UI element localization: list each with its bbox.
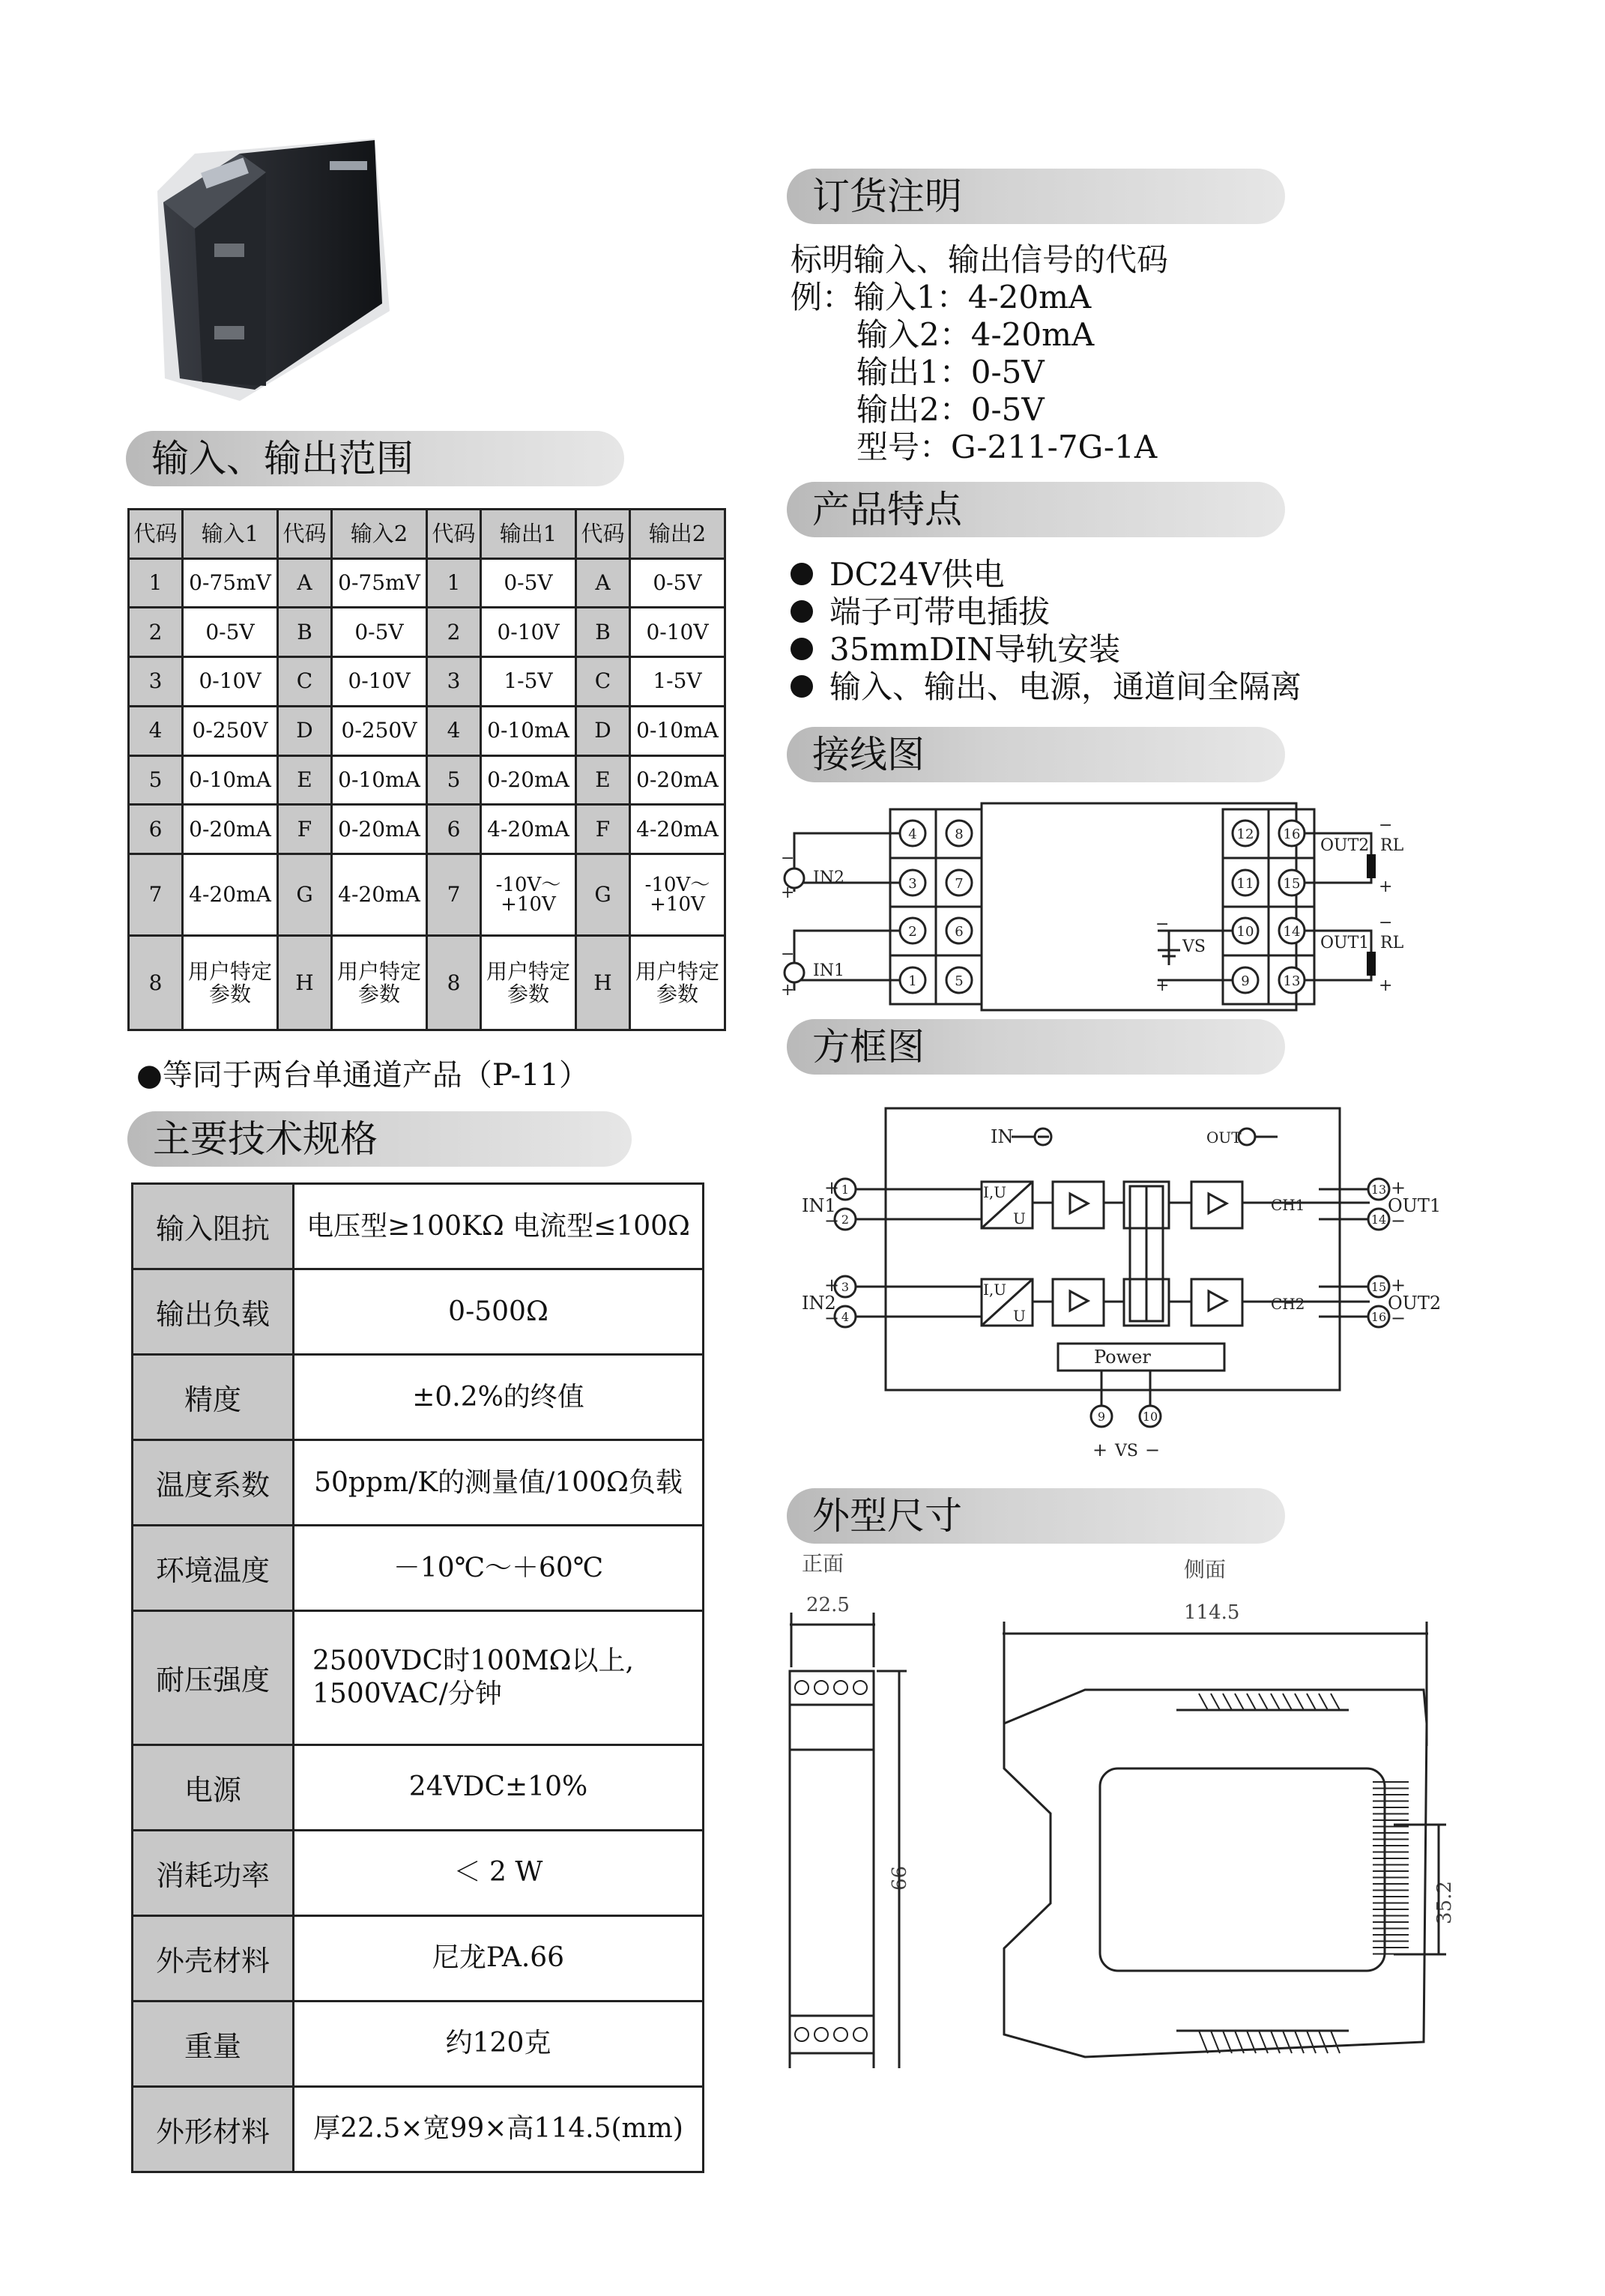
height-label: 99 [886, 1866, 909, 1891]
in2-minus: − [781, 849, 795, 868]
range-cell: 1-5V [481, 657, 576, 707]
code-cell: 7 [129, 854, 183, 936]
in1-label: IN1 [802, 1195, 836, 1216]
rl2-label: RL [1380, 836, 1404, 855]
terminal-number: 9 [1241, 973, 1250, 989]
code-cell: G [576, 854, 630, 936]
code-cell: F [576, 805, 630, 854]
range-cell: 用户特定参数 [332, 936, 427, 1030]
terminal-screw-icon [834, 2028, 847, 2041]
vent-slot [1319, 1694, 1328, 1710]
out1-minus: − [1379, 913, 1393, 932]
code-cell: 5 [427, 755, 481, 805]
spec-row [133, 1915, 704, 2001]
iu-label: I,U [983, 1183, 1007, 1201]
range-cell: 0-10V [332, 657, 427, 707]
ordering-line: 输入2：4-20mA [856, 316, 1095, 353]
pin-number: 1 [841, 1182, 850, 1197]
terminal-number: 8 [955, 827, 964, 842]
code-cell: 6 [427, 805, 481, 854]
terminal-screw-icon [814, 2028, 828, 2041]
pin-number: 14 [1370, 1212, 1387, 1227]
terminal-number: 14 [1283, 924, 1301, 940]
out1-plus: + [1391, 1177, 1406, 1198]
spec-value: －10℃～＋60℃ [294, 1526, 704, 1611]
range-cell: 0-10V [630, 608, 725, 657]
vent-slot [1211, 2031, 1220, 2053]
vent-slot [1319, 2031, 1328, 2053]
vent-slot [1259, 1694, 1268, 1710]
section-dimensions: 外型尺寸 [787, 1488, 1285, 1544]
u-label: U [1013, 1209, 1026, 1227]
pin-number: 2 [841, 1212, 850, 1227]
table-row [129, 936, 725, 1030]
in2-label: IN2 [813, 868, 844, 887]
section-features: 产品特点 [787, 482, 1285, 537]
code-cell: H [278, 936, 332, 1030]
spec-value: ±0.2%的终值 [294, 1355, 704, 1440]
section-block-diagram: 方框图 [787, 1019, 1285, 1075]
vs-plus: + [1092, 1439, 1108, 1460]
range-cell: 用户特定参数 [481, 936, 576, 1030]
vent-slot [1295, 1694, 1304, 1710]
spec-label: 环境温度 [133, 1526, 294, 1611]
terminal-number: 1 [908, 973, 917, 989]
range-cell: 0-20mA [183, 805, 278, 854]
feature-item: 35mmDIN导轨安装 [791, 631, 1120, 668]
spec-label: 输出负载 [133, 1269, 294, 1355]
spec-label: 输入阻抗 [133, 1184, 294, 1269]
spec-label: 温度系数 [133, 1440, 294, 1526]
spec-row [133, 1355, 704, 1440]
terminal-number: 15 [1283, 876, 1301, 892]
spec-value: 电压型≥100KΩ 电流型≤100Ω [294, 1184, 704, 1269]
range-cell: 4-20mA [630, 805, 725, 854]
vent-slot [1199, 2031, 1208, 2053]
range-cell: 0-5V [481, 558, 576, 608]
range-cell: 0-20mA [630, 755, 725, 805]
rl1-label: RL [1380, 934, 1404, 952]
out1-plus: + [1379, 976, 1393, 995]
dimension-drawing [779, 1544, 1469, 2068]
code-cell: 1 [427, 558, 481, 608]
spec-row [133, 1440, 704, 1526]
block-diagram [794, 1098, 1469, 1480]
code-cell: 4 [129, 706, 183, 755]
table-row [129, 657, 725, 707]
spec-value-line: 2500VDC时100MΩ以上, [312, 1645, 634, 1676]
section-ordering: 订货注明 [787, 169, 1285, 224]
code-cell: 3 [129, 657, 183, 707]
spec-value: 0-500Ω [294, 1269, 704, 1355]
pin-number: 16 [1370, 1310, 1387, 1324]
code-cell: 2 [129, 608, 183, 657]
code-cell: A [576, 558, 630, 608]
code-cell: F [278, 805, 332, 854]
vent-slot [1223, 1694, 1232, 1710]
code-cell: A [278, 558, 332, 608]
terminal-number: 13 [1283, 973, 1301, 989]
spec-value: 50ppm/K的测量值/100Ω负载 [294, 1440, 704, 1526]
equivalence-note: ●等同于两台单通道产品（P-11） [136, 1058, 590, 1093]
spec-label: 外壳材料 [133, 1915, 294, 2001]
pin-number: 4 [841, 1310, 850, 1324]
spec-label: 精度 [133, 1355, 294, 1440]
iu-label: I,U [983, 1281, 1007, 1299]
code-cell: H [576, 936, 630, 1030]
out2-minus: − [1379, 816, 1393, 835]
legend-in: IN [991, 1126, 1014, 1147]
section-wiring: 接线图 [787, 727, 1285, 782]
code-cell: C [278, 657, 332, 707]
code-cell: 8 [129, 936, 183, 1030]
terminal-number: 6 [955, 924, 964, 940]
spec-table [131, 1182, 704, 2173]
terminal-number: 4 [908, 827, 917, 842]
range-cell: 0-75mV [332, 558, 427, 608]
spec-row [133, 1830, 704, 1915]
range-cell: 0-250V [332, 706, 427, 755]
pin-number: 3 [841, 1280, 850, 1294]
code-cell: 5 [129, 755, 183, 805]
io-range-table [127, 508, 726, 1031]
vs-minus: − [1155, 915, 1170, 934]
range-cell: 0-20mA [481, 755, 576, 805]
spec-value: ＜ 2 W [294, 1830, 704, 1915]
terminal-screw-icon [853, 2028, 867, 2041]
header-cell: 代码 [129, 510, 183, 559]
spec-row [133, 1184, 704, 1269]
range-cell: 0-5V [630, 558, 725, 608]
terminal-screw-icon [834, 1681, 847, 1694]
table-row [129, 706, 725, 755]
product-photo [150, 131, 397, 408]
vent-slot [1283, 1694, 1292, 1710]
code-cell: B [278, 608, 332, 657]
header-cell: 输出1 [481, 510, 576, 559]
wiring-diagram [779, 794, 1439, 1019]
vent-slot [1199, 1694, 1208, 1710]
spec-label: 耐压强度 [133, 1611, 294, 1745]
terminal-screw-icon [814, 1681, 828, 1694]
legend-out: OUT [1206, 1129, 1242, 1147]
vs-label: VS [1182, 937, 1206, 956]
vent-slot [1283, 2031, 1292, 2053]
spec-label: 重量 [133, 2001, 294, 2086]
ordering-line: 标明输入、输出信号的代码 [791, 241, 1169, 278]
range-cell: 0-10V [183, 657, 278, 707]
code-cell: 4 [427, 706, 481, 755]
spec-label: 外形材料 [133, 2086, 294, 2172]
table-row [129, 805, 725, 854]
range-cell: 4-20mA [481, 805, 576, 854]
vent-slot [1247, 1694, 1256, 1710]
range-cell: 0-10V [481, 608, 576, 657]
terminal-number: 2 [908, 924, 917, 940]
terminal-number: 7 [955, 876, 964, 892]
range-cell: 0-10mA [481, 706, 576, 755]
vent-slot [1307, 2031, 1316, 2053]
in1-label: IN1 [813, 961, 844, 980]
in2-minus: − [824, 1308, 840, 1329]
out2-plus: + [1379, 877, 1393, 896]
table-row [129, 608, 725, 657]
terminal-number: 10 [1236, 924, 1254, 940]
code-cell: 6 [129, 805, 183, 854]
feature-item: DC24V供电 [791, 556, 1005, 593]
in2-plus: + [781, 883, 795, 902]
out2-minus: − [1391, 1308, 1406, 1329]
spec-label: 消耗功率 [133, 1830, 294, 1915]
vs-label: VS [1115, 1442, 1138, 1460]
in2-label: IN2 [802, 1293, 836, 1314]
code-cell: 8 [427, 936, 481, 1030]
header-cell: 代码 [278, 510, 332, 559]
u-label: U [1013, 1307, 1026, 1325]
range-cell: 4-20mA [332, 854, 427, 936]
in1-plus: + [781, 981, 795, 1000]
header-cell: 代码 [576, 510, 630, 559]
rail-label: 35.2 [1433, 1881, 1456, 1924]
pin-number: 10 [1142, 1410, 1158, 1424]
code-cell: 7 [427, 854, 481, 936]
code-cell: G [278, 854, 332, 936]
range-cell: 用户特定参数 [183, 936, 278, 1030]
pin-number: 9 [1097, 1410, 1106, 1424]
out2-label: OUT2 [1320, 836, 1370, 855]
vent-slot [1211, 1694, 1220, 1710]
code-cell: 1 [129, 558, 183, 608]
code-cell: 3 [427, 657, 481, 707]
ordering-line: 输出1：0-5V [856, 354, 1045, 390]
terminal-screw-icon [795, 2028, 808, 2041]
vent-slot [1331, 2031, 1340, 2053]
in1-minus: − [824, 1210, 840, 1231]
header-cell: 输入1 [183, 510, 278, 559]
range-cell: 0-250V [183, 706, 278, 755]
table-row [129, 755, 725, 805]
terminal-number: 5 [955, 973, 964, 989]
range-cell: 0-5V [183, 608, 278, 657]
range-cell: 0-10mA [332, 755, 427, 805]
terminal-number: 16 [1283, 827, 1301, 842]
code-cell: E [278, 755, 332, 805]
out2-plus: + [1391, 1275, 1406, 1296]
vent-slot [1271, 1694, 1280, 1710]
spec-row [133, 2001, 704, 2086]
terminal-number: 3 [908, 876, 917, 892]
vent-slot [1331, 1694, 1340, 1710]
range-cell: 1-5V [630, 657, 725, 707]
ordering-line: 输出2：0-5V [856, 391, 1045, 428]
ch2-label: CH2 [1271, 1295, 1305, 1313]
table-row [129, 854, 725, 936]
vent-slot [1271, 2031, 1280, 2053]
range-cell: 4-20mA [183, 854, 278, 936]
vent-slot [1295, 2031, 1304, 2053]
header-cell: 输出2 [630, 510, 725, 559]
pin-number: 13 [1370, 1182, 1387, 1197]
terminal-screw-icon [853, 1681, 867, 1694]
in2-plus: + [824, 1275, 840, 1296]
terminal-number: 12 [1236, 827, 1254, 842]
range-cell: -10V～+10V [481, 854, 576, 936]
spec-label: 电源 [133, 1744, 294, 1830]
ch1-label: CH1 [1271, 1196, 1305, 1214]
vent-slot [1235, 1694, 1244, 1710]
terminal-number: 11 [1236, 876, 1254, 892]
section-main-specs: 主要技术规格 [127, 1111, 632, 1167]
in1-plus: + [824, 1177, 840, 1198]
range-cell: 0-10mA [630, 706, 725, 755]
feature-item: 端子可带电插拔 [791, 593, 1050, 631]
spec-value [294, 1611, 704, 1745]
side-label: 侧面 [1184, 1557, 1227, 1582]
code-cell: C [576, 657, 630, 707]
table-row [129, 558, 725, 608]
feature-item: 输入、输出、电源，通道间全隔离 [791, 668, 1302, 706]
ordering-line: 型号：G-211-7G-1A [856, 429, 1158, 465]
spec-value: 约120克 [294, 2001, 704, 2086]
vent-slot [1307, 1694, 1316, 1710]
spec-row [133, 1744, 704, 1830]
power-label: Power [1094, 1347, 1151, 1368]
spec-value: 24VDC±10% [294, 1744, 704, 1830]
width-label: 22.5 [806, 1594, 850, 1616]
pin-number: 15 [1370, 1280, 1387, 1294]
out1-label: OUT1 [1320, 934, 1370, 952]
spec-row [133, 1611, 704, 1745]
range-cell: 0-10mA [183, 755, 278, 805]
range-cell: 用户特定参数 [630, 936, 725, 1030]
table-header-row [129, 510, 725, 559]
out2-label: OUT2 [1388, 1293, 1442, 1314]
vs-plus: + [1155, 976, 1170, 995]
vs-minus: − [1145, 1439, 1161, 1460]
code-cell: 2 [427, 608, 481, 657]
spec-value-line: 1500VAC/分钟 [312, 1678, 502, 1709]
range-cell: 0-5V [332, 608, 427, 657]
out1-minus: − [1391, 1210, 1406, 1231]
code-cell: B [576, 608, 630, 657]
range-cell: -10V～+10V [630, 854, 725, 936]
front-label: 正面 [802, 1551, 844, 1576]
range-cell: 0-75mV [183, 558, 278, 608]
in1-minus: − [781, 945, 795, 964]
section-io-range: 输入、输出范围 [126, 431, 624, 486]
code-cell: D [278, 706, 332, 755]
spec-row [133, 1269, 704, 1355]
terminal-screw-icon [795, 1681, 808, 1694]
spec-value: 厚22.5×宽99×高114.5(mm) [294, 2086, 704, 2172]
code-cell: E [576, 755, 630, 805]
spec-value: 尼龙PA.66 [294, 1915, 704, 2001]
depth-label: 114.5 [1184, 1601, 1240, 1624]
out1-label: OUT1 [1388, 1195, 1442, 1216]
code-cell: D [576, 706, 630, 755]
spec-row [133, 2086, 704, 2172]
ordering-line: 例：输入1：4-20mA [791, 279, 1092, 315]
header-cell: 代码 [427, 510, 481, 559]
range-cell: 0-20mA [332, 805, 427, 854]
header-cell: 输入2 [332, 510, 427, 559]
spec-row [133, 1526, 704, 1611]
